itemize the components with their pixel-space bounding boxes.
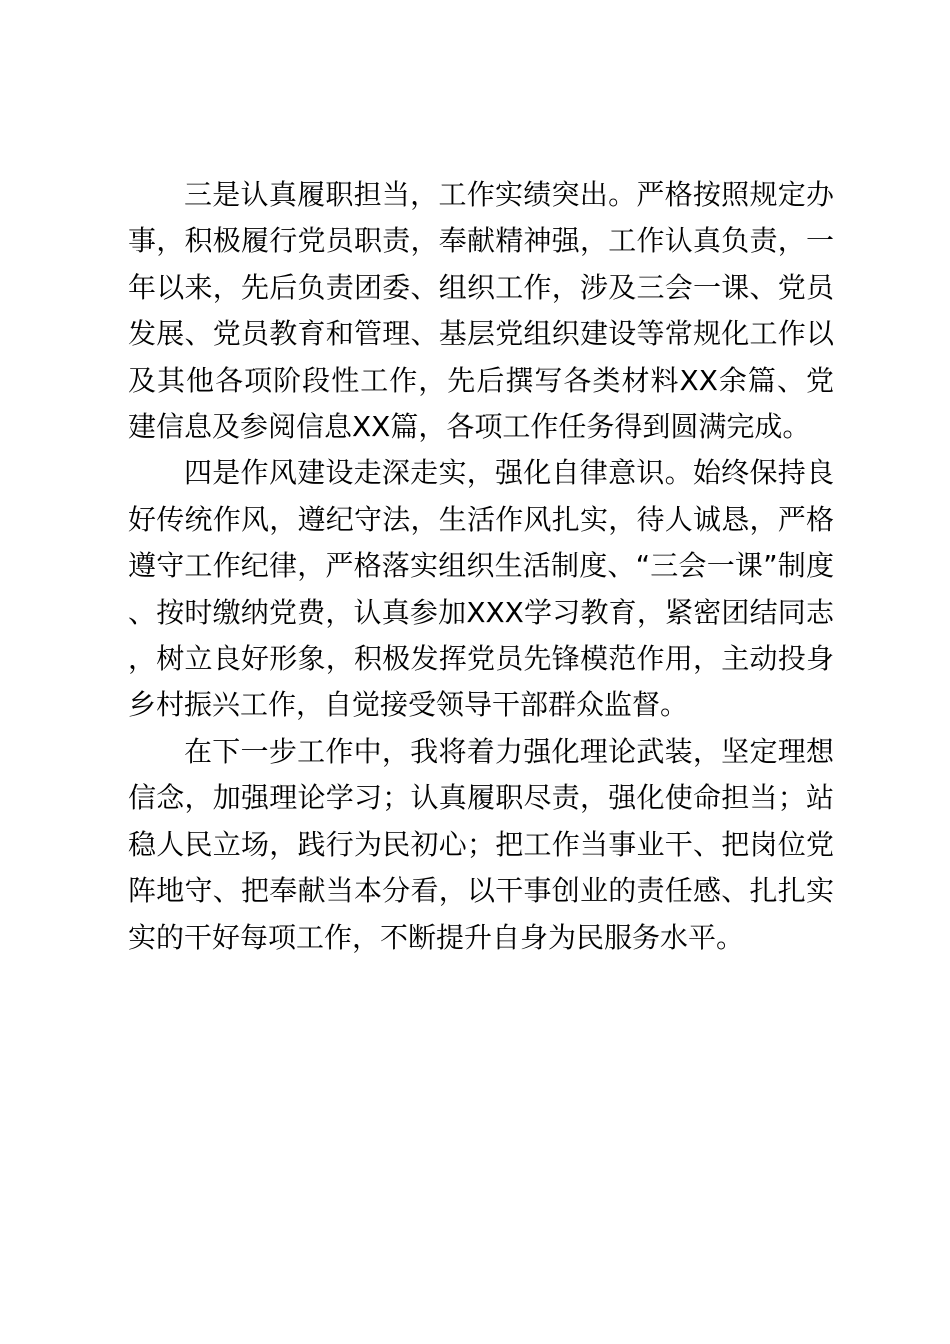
paragraph-work-style: 四是作风建设走深走实，强化自律意识。始终保持良好传统作风，遵纪守法，生活作风扎实，待人诚恳，严格遵守工作纪律，严格落实组织生活制度、“三会一课”制度、按时缴纳党费，认真参加XXX学习教育，紧密团结同志，树立良好形象，积极发挥党员先锋模范作用，主动投身乡村振兴工作，自觉接受领导干部群众监督。 — [128, 456, 834, 722]
paragraph-next-steps: 在下一步工作中，我将着力强化理论武装，坚定理想信念，加强理论学习；认真履职尽责，强化使命担当；站稳人民立场，践行为民初心；把工作当事业干、把岗位党阵地守、把奉献当本分看，以干事创业的责任感、扎扎实实的干好每项工作，不断提升自身为民服务水平。 — [128, 734, 834, 954]
paragraph-duties: 三是认真履职担当，工作实绩突出。严格按照规定办事，积极履行党员职责，奉献精神强，工作认真负责，一年以来，先后负责团委、组织工作，涉及三会一课、党员发展、党员教育和管理、基层党组织建设等常规化工作以及其他各项阶段性工作，先后撰写各类材料XX余篇、党建信息及参阅信息XX篇，各项工作任务得到圆满完成。 — [128, 178, 834, 444]
document-body — [128, 172, 834, 961]
